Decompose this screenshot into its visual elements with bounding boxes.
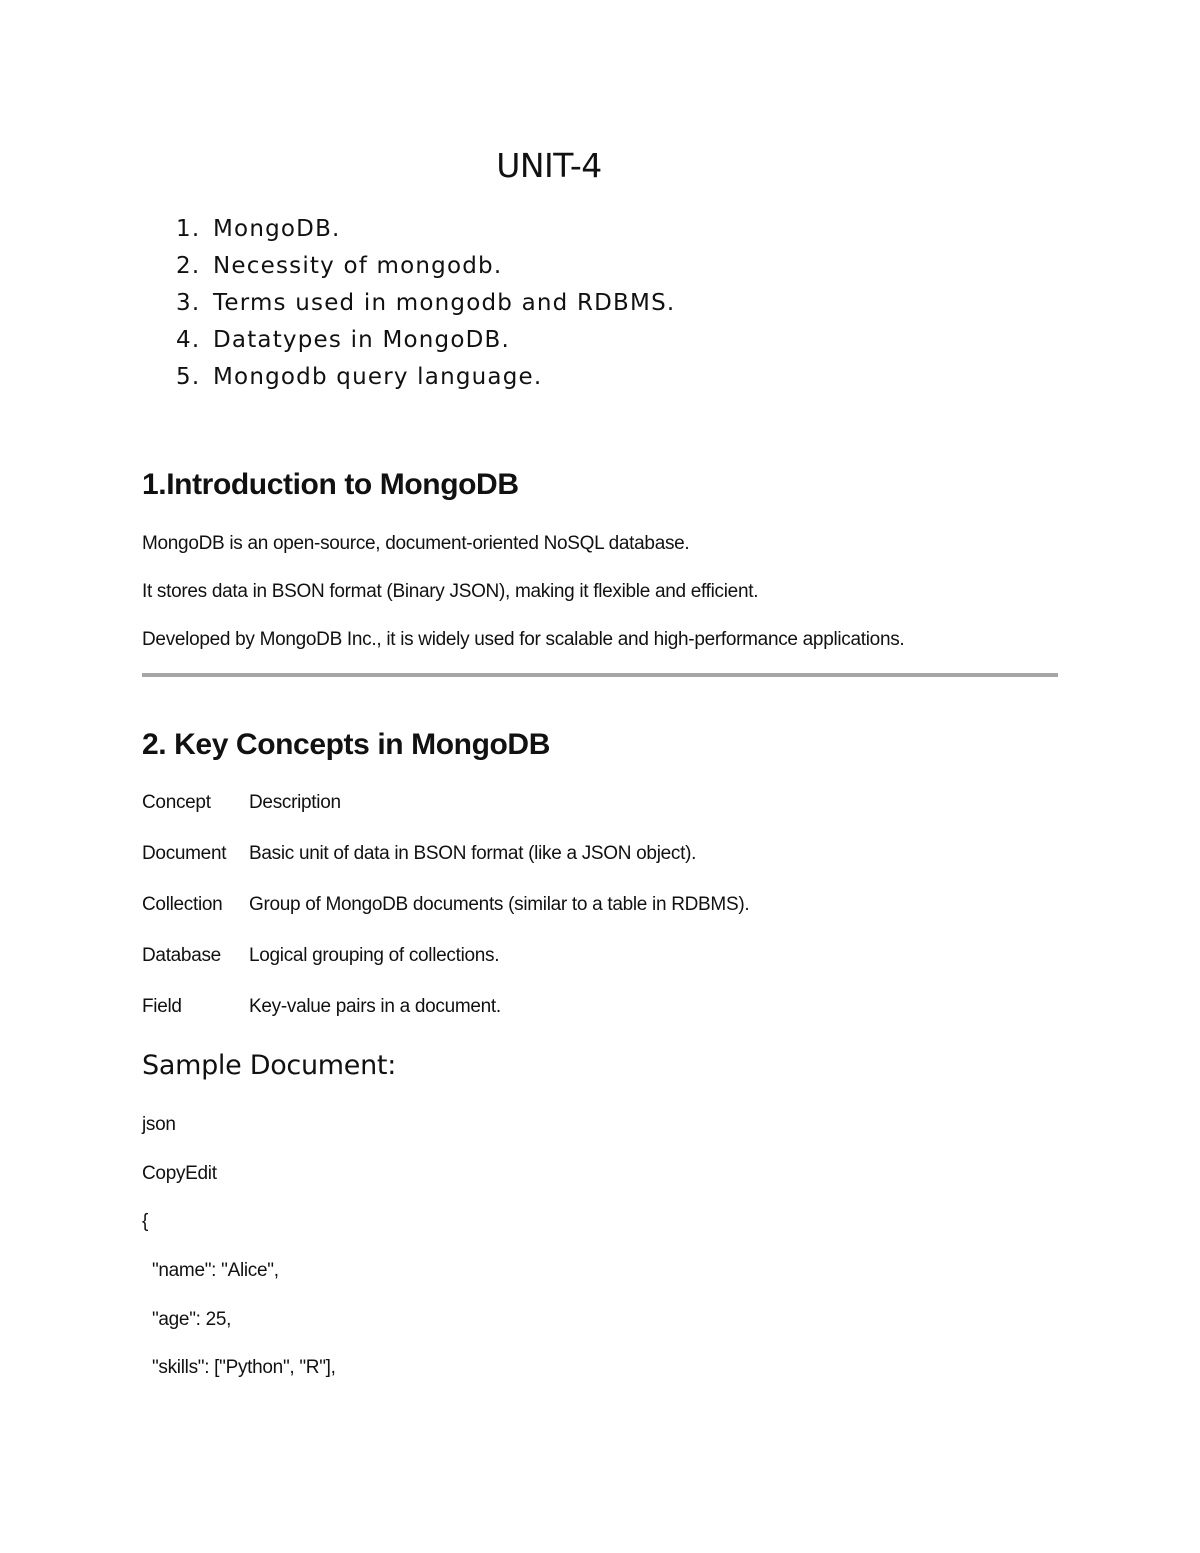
- toc-item-number: 2.: [176, 253, 201, 279]
- concept-term: Field: [142, 996, 182, 1017]
- code-line: json: [142, 1114, 176, 1135]
- table-row: [142, 894, 749, 945]
- toc-item: [176, 213, 675, 250]
- table-row: [142, 843, 749, 894]
- intro-paragraph: Developed by MongoDB Inc., it is widely used for scalable and high-performance applications.: [142, 629, 905, 650]
- concept-description: Key-value pairs in a document.: [249, 996, 501, 1017]
- concept-term: Document: [142, 843, 227, 864]
- table-row: [142, 996, 749, 1047]
- section-heading-introduction: 1.Introduction to MongoDB: [142, 468, 519, 501]
- toc-item-number: 1.: [176, 216, 201, 242]
- toc-item-number: 3.: [176, 290, 201, 316]
- page-title: UNIT-4: [496, 146, 602, 185]
- horizontal-divider: [142, 673, 1058, 677]
- toc-item-text: Terms used in mongodb and RDBMS.: [213, 290, 676, 316]
- toc-item: [176, 250, 675, 287]
- toc-item-number: 5.: [176, 364, 201, 390]
- table-header-row: [142, 792, 749, 843]
- toc-item: [176, 287, 675, 324]
- code-line: CopyEdit: [142, 1162, 217, 1184]
- concept-description: Logical grouping of collections.: [249, 945, 500, 966]
- sample-document-code: [142, 1114, 336, 1406]
- toc-item-text: Necessity of mongodb.: [213, 253, 503, 279]
- toc-item-text: Mongodb query language.: [213, 364, 543, 390]
- code-line: "skills": ["Python", "R"],: [142, 1357, 336, 1379]
- section-heading-key-concepts: 2. Key Concepts in MongoDB: [142, 728, 550, 761]
- toc-item-number: 4.: [176, 327, 201, 353]
- toc-item: [176, 324, 675, 361]
- column-header-description: Description: [249, 792, 341, 813]
- column-header-concept: Concept: [142, 792, 211, 813]
- toc-item-text: Datatypes in MongoDB.: [213, 327, 511, 353]
- concept-term: Collection: [142, 894, 223, 915]
- concept-description: Basic unit of data in BSON format (like a JSON object).: [249, 843, 697, 864]
- code-line: "age": 25,: [142, 1308, 232, 1330]
- table-row: [142, 945, 749, 996]
- intro-paragraph: MongoDB is an open-source, document-oriented NoSQL database.: [142, 533, 690, 554]
- code-line: {: [142, 1211, 149, 1233]
- table-of-contents: [176, 213, 675, 398]
- sample-document-heading: Sample Document:: [142, 1050, 396, 1081]
- concept-term: Database: [142, 945, 221, 966]
- concepts-table: [142, 792, 749, 1047]
- intro-paragraph: It stores data in BSON format (Binary JSON), making it flexible and efficient.: [142, 581, 759, 602]
- toc-item-text: MongoDB.: [213, 216, 341, 242]
- toc-item: [176, 361, 675, 398]
- code-line: "name": "Alice",: [142, 1260, 279, 1282]
- concept-description: Group of MongoDB documents (similar to a table in RDBMS).: [249, 894, 750, 915]
